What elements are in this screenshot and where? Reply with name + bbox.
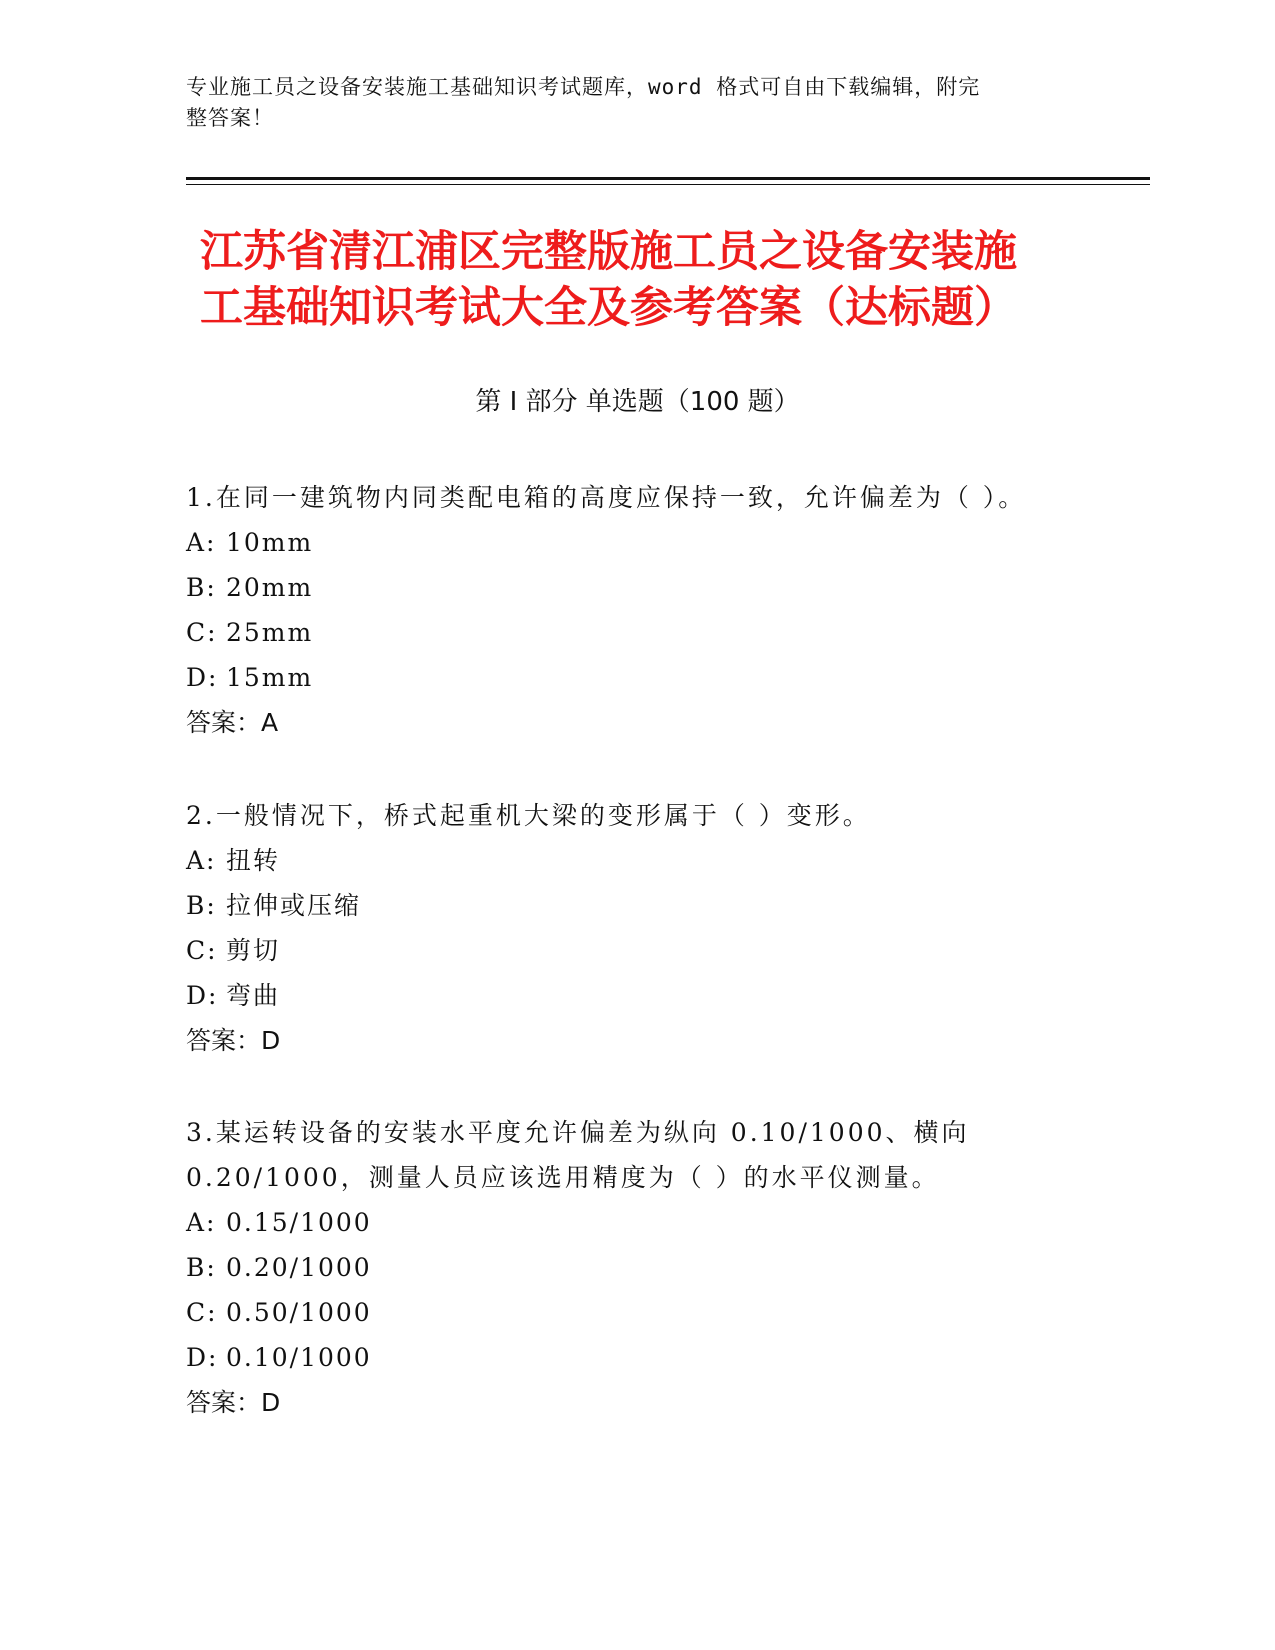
option-text: 扭转 (226, 846, 281, 875)
answer: 答案：A (186, 708, 279, 737)
option-letter: D: (186, 981, 219, 1010)
option-d (186, 1335, 1086, 1380)
option-letter: C: (186, 618, 218, 647)
option-c (186, 610, 1086, 655)
question-stem: 3.某运转设备的安装水平度允许偏差为纵向 0.10/1000、横向 (186, 1118, 970, 1147)
section-title: 第 I 部分 单选题（100 题） (475, 387, 800, 417)
option-letter: D: (186, 1343, 219, 1372)
option-d (186, 973, 1086, 1018)
option-b (186, 883, 1086, 928)
header-rule-thin (186, 184, 1150, 185)
option-a (186, 1200, 1086, 1245)
document-title (200, 224, 1100, 336)
option-text: 10mm (226, 528, 314, 557)
question-3 (186, 1110, 1086, 1425)
question-stem: 2.一般情况下，桥式起重机大梁的变形属于（ ）变形。 (186, 801, 871, 830)
option-text: 0.50/1000 (226, 1298, 372, 1327)
option-b (186, 565, 1086, 610)
answer: 答案：D (186, 1026, 281, 1055)
option-text: 20mm (226, 573, 314, 602)
option-text: 0.10/1000 (226, 1343, 372, 1372)
question-stem: 1.在同一建筑物内同类配电箱的高度应保持一致，允许偏差为（ ）。 (186, 483, 1027, 512)
header-note-line: 专业施工员之设备安装施工基础知识考试题库，word 格式可自由下载编辑，附完 (186, 75, 981, 99)
document-title-line: 工基础知识考试大全及参考答案（达标题） (200, 283, 1017, 333)
option-a (186, 520, 1086, 565)
option-c (186, 928, 1086, 973)
header-note-line: 整答案！ (186, 106, 274, 130)
option-text: 弯曲 (226, 981, 281, 1010)
option-letter: D: (186, 663, 219, 692)
question-stem: 0.20/1000，测量人员应该选用精度为（ ）的水平仪测量。 (186, 1163, 940, 1192)
question-1 (186, 475, 1086, 745)
option-text: 25mm (226, 618, 314, 647)
option-letter: C: (186, 1298, 218, 1327)
question-2 (186, 793, 1086, 1063)
option-a (186, 838, 1086, 883)
option-text: 0.20/1000 (226, 1253, 372, 1282)
option-b (186, 1245, 1086, 1290)
option-letter: B: (186, 891, 217, 920)
option-text: 15mm (226, 663, 314, 692)
header-rule-thick (186, 177, 1150, 180)
header-note (186, 72, 1056, 134)
option-text: 拉伸或压缩 (226, 891, 362, 920)
option-letter: A: (186, 846, 217, 875)
option-letter: C: (186, 936, 218, 965)
answer: 答案：D (186, 1388, 281, 1417)
option-text: 0.15/1000 (226, 1208, 372, 1237)
option-d (186, 655, 1086, 700)
option-letter: B: (186, 1253, 217, 1282)
option-letter: B: (186, 573, 217, 602)
document-title-line: 江苏省清江浦区完整版施工员之设备安装施 (200, 227, 1017, 277)
option-text: 剪切 (226, 936, 281, 965)
option-letter: A: (186, 528, 217, 557)
option-letter: A: (186, 1208, 217, 1237)
option-c (186, 1290, 1086, 1335)
